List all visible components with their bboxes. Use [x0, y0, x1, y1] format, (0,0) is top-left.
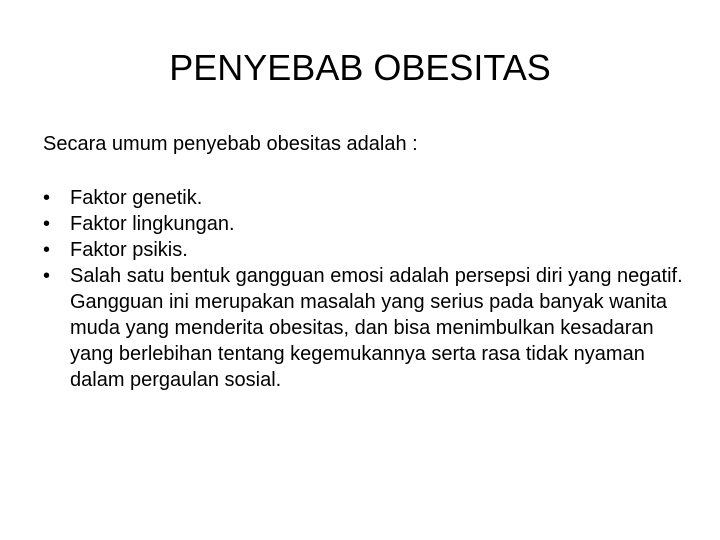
bullet-icon: • [43, 187, 51, 209]
slide-content [43, 131, 683, 393]
slide-title: PENYEBAB OBESITAS [169, 47, 551, 88]
bullet-text: Salah satu bentuk gangguan emosi adalah persepsi diri yang negatif. Gangguan ini merupakan masalah yang serius pada banyak wanita muda yang menderita obesitas, dan bisa menimbulkan kesadaran yang berlebihan tentang kegemukannya serta rasa tidak nyaman dalam pergaulan sosial. [70, 265, 683, 391]
bullet-icon: • [43, 239, 51, 261]
bullet-item-genetic [43, 185, 683, 211]
bullet-item-emotional [43, 263, 683, 393]
intro-text: Secara umum penyebab obesitas adalah : [43, 133, 418, 155]
bullet-text: Faktor lingkungan. [70, 213, 235, 235]
bullet-item-psychic [43, 237, 683, 263]
bullet-text: Faktor psikis. [70, 239, 188, 261]
bullet-list [43, 185, 683, 393]
bullet-icon: • [43, 265, 51, 287]
bullet-item-environment [43, 211, 683, 237]
bullet-text: Faktor genetik. [70, 187, 203, 209]
bullet-icon: • [43, 213, 51, 235]
